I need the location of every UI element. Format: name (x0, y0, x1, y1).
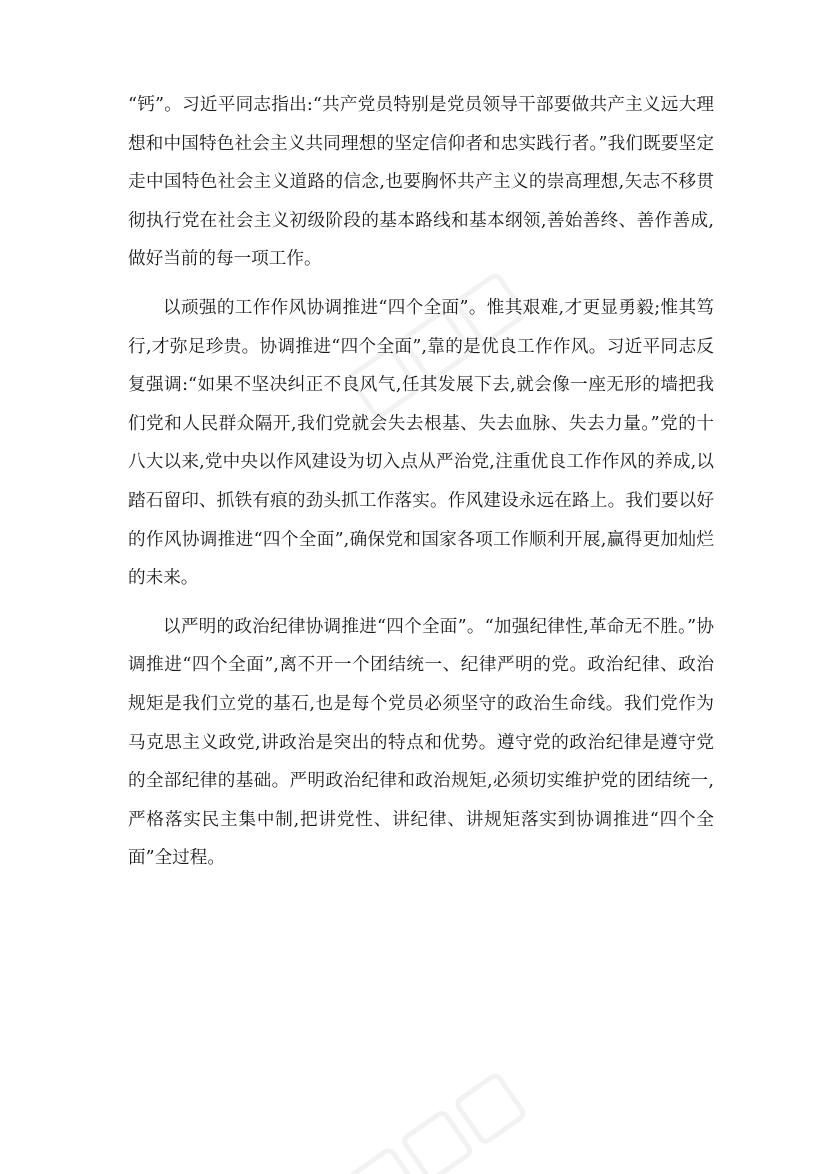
paragraph-1: “钙”。习近平同志指出:“共产党员特别是党员领导干部要做共产主义远大理想和中国特色社会主义共同理想的坚定信仰者和忠实践行者。”我们既要坚定走中国特色社会主义道路的信念,也要胸怀共产主义的崇高理想,矢志不移贯彻执行党在社会主义初级阶段的基本路线和基本纲领,善始善终、善作善成,做好当前的每一项工作。 (128, 95, 714, 270)
body-text (128, 86, 714, 888)
paragraph-2: 以顽强的工作作风协调推进“四个全面”。惟其艰难,才更显勇毅;惟其笃行,才弥足珍贵。协调推进“四个全面”,靠的是优良工作作风。习近平同志反复强调:“如果不坚决纠正不良风气,任其发展下去,就会像一座无形的墙把我们党和人民群众隔开,我们党就会失去根基、失去血脉、失去力量。”党的十八大以来,党中央以作风建设为切入点从严治党,注重优良工作作风的养成,以踏石留印、抓铁有痕的劲头抓工作落实。作风建设永远在路上。我们要以好的作风协调推进“四个全面”,确保党和国家各项工作顺利开展,赢得更加灿烂的未来。 (128, 297, 714, 589)
watermark-bottom (330, 1060, 550, 1174)
paragraph-3: 以严明的政治纪律协调推进“四个全面”。“加强纪律性,革命无不胜。”协调推进“四个全面”,离不开一个团结统一、纪律严明的党。政治纪律、政治规矩是我们立党的基石,也是每个党员必须坚守的政治生命线。我们党作为马克思主义政党,讲政治是突出的特点和优势。遵守党的政治纪律是遵守党的全部纪律的基础。严明政治纪律和政治规矩,必须切实维护党的团结统一,严格落实民主集中制,把讲党性、讲纪律、讲规矩落实到协调推进“四个全面”全过程。 (128, 616, 714, 869)
